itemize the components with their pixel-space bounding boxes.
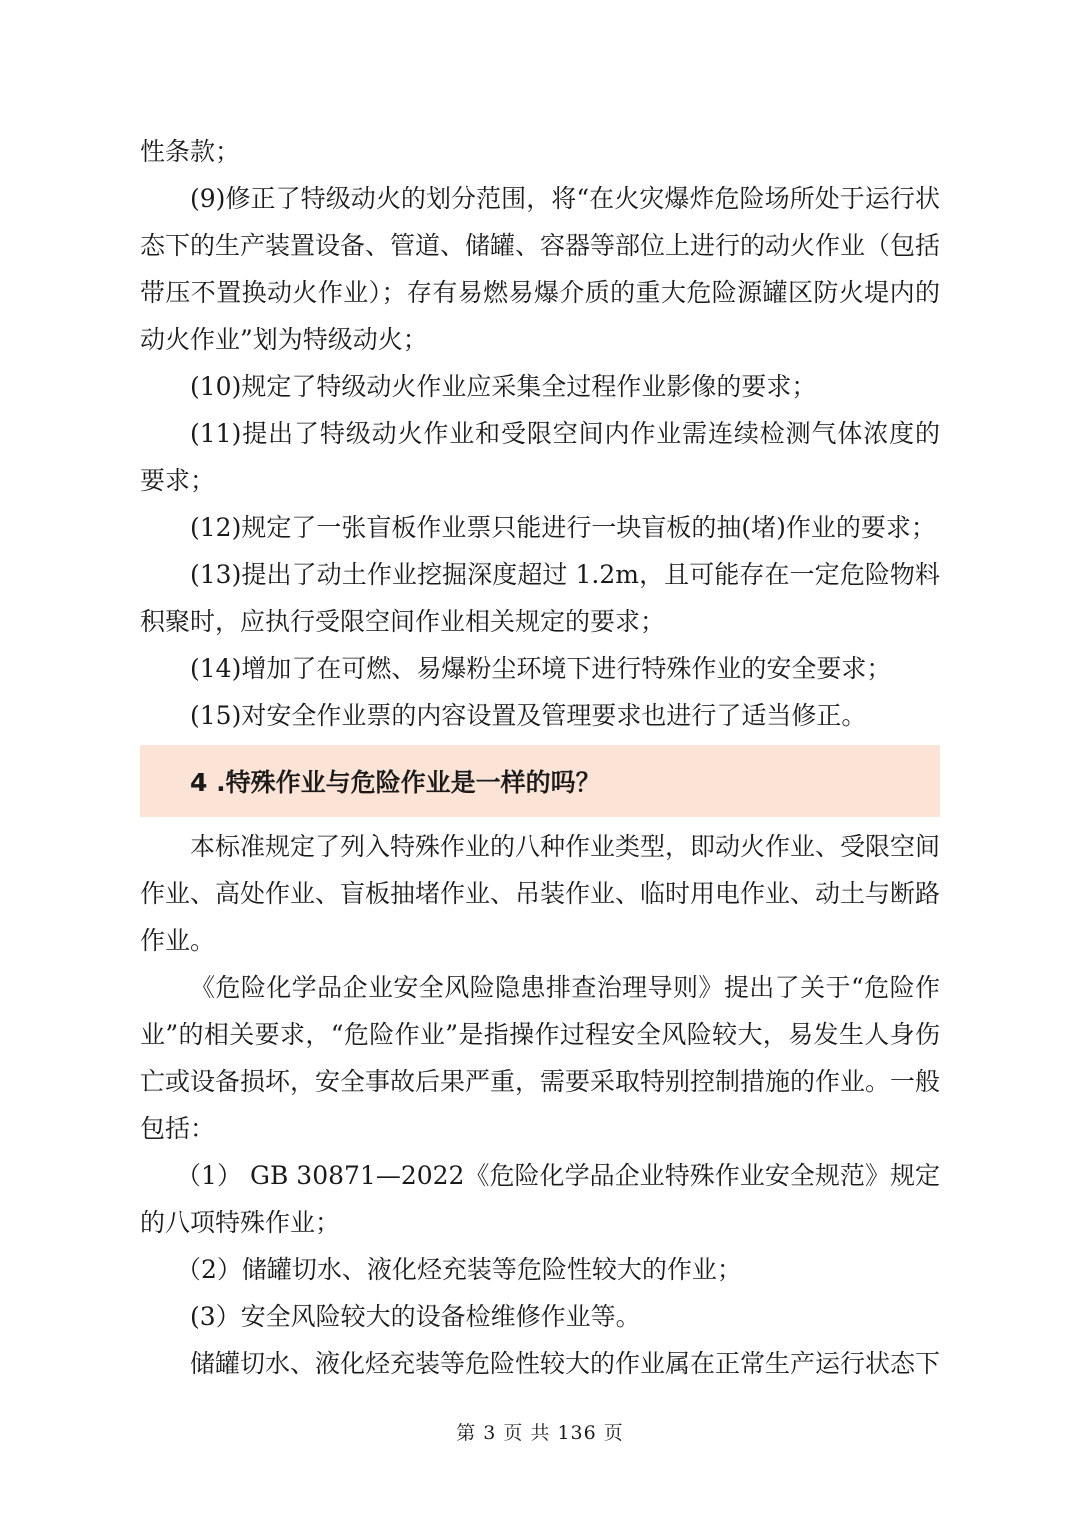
paragraph: 性条款； bbox=[140, 137, 241, 166]
paragraph: (11)提出了特级动火作业和受限空间内作业需连续检测气体浓度的要求； bbox=[140, 419, 940, 495]
paragraph: (12)规定了一张盲板作业票只能进行一块盲板的抽(堵)作业的要求； bbox=[190, 513, 936, 542]
section-heading: 4 .特殊作业与危险作业是一样的吗？ bbox=[190, 768, 601, 797]
paragraph: 《危险化学品企业安全风险隐患排查治理导则》提出了关于“危险作业”的相关要求，“危险作业”是指操作过程安全风险较大，易发生人身伤亡或设备损坏，安全事故后果严重，需要采取特别控制措施的作业。一般包括： bbox=[140, 973, 941, 1143]
paragraph: 储罐切水、液化烃充装等危险性较大的作业属在正常生产运行状态下 bbox=[190, 1349, 941, 1378]
paragraph: (15)对安全作业票的内容设置及管理要求也进行了适当修正。 bbox=[190, 701, 867, 730]
bottom-paragraphs bbox=[140, 823, 940, 1387]
paragraph: (9)修正了特级动火的划分范围，将“在火灾爆炸危险场所处于运行状态下的生产装置设备、管道、储罐、容器等部位上进行的动火作业（包括带压不置换动火作业）；存有易燃易爆介质的重大危险源罐区防火堤内的动火作业”划为特级动火； bbox=[140, 184, 941, 354]
paragraph: 本标准规定了列入特殊作业的八种作业类型，即动火作业、受限空间作业、高处作业、盲板抽堵作业、吊装作业、临时用电作业、动土与断路作业。 bbox=[140, 832, 941, 955]
paragraph: (10)规定了特级动火作业应采集全过程作业影像的要求； bbox=[190, 372, 817, 401]
page-footer: 第 3 页 共 136 页 bbox=[456, 1422, 624, 1444]
top-paragraphs bbox=[140, 128, 940, 739]
page-content bbox=[140, 128, 940, 1387]
section-heading-box bbox=[140, 745, 940, 817]
paragraph: （2）储罐切水、液化烃充装等危险性较大的作业； bbox=[176, 1255, 742, 1284]
paragraph: （1） GB 30871—2022《危险化学品企业特殊作业安全规范》规定的八项特殊作业； bbox=[140, 1161, 940, 1237]
paragraph: (3）安全风险较大的设备检维修作业等。 bbox=[190, 1302, 641, 1331]
paragraph: (13)提出了动土作业挖掘深度超过 1.2m，且可能存在一定危险物料积聚时，应执行受限空间作业相关规定的要求； bbox=[140, 560, 940, 636]
paragraph: (14)增加了在可燃、易爆粉尘环境下进行特殊作业的安全要求； bbox=[190, 654, 892, 683]
